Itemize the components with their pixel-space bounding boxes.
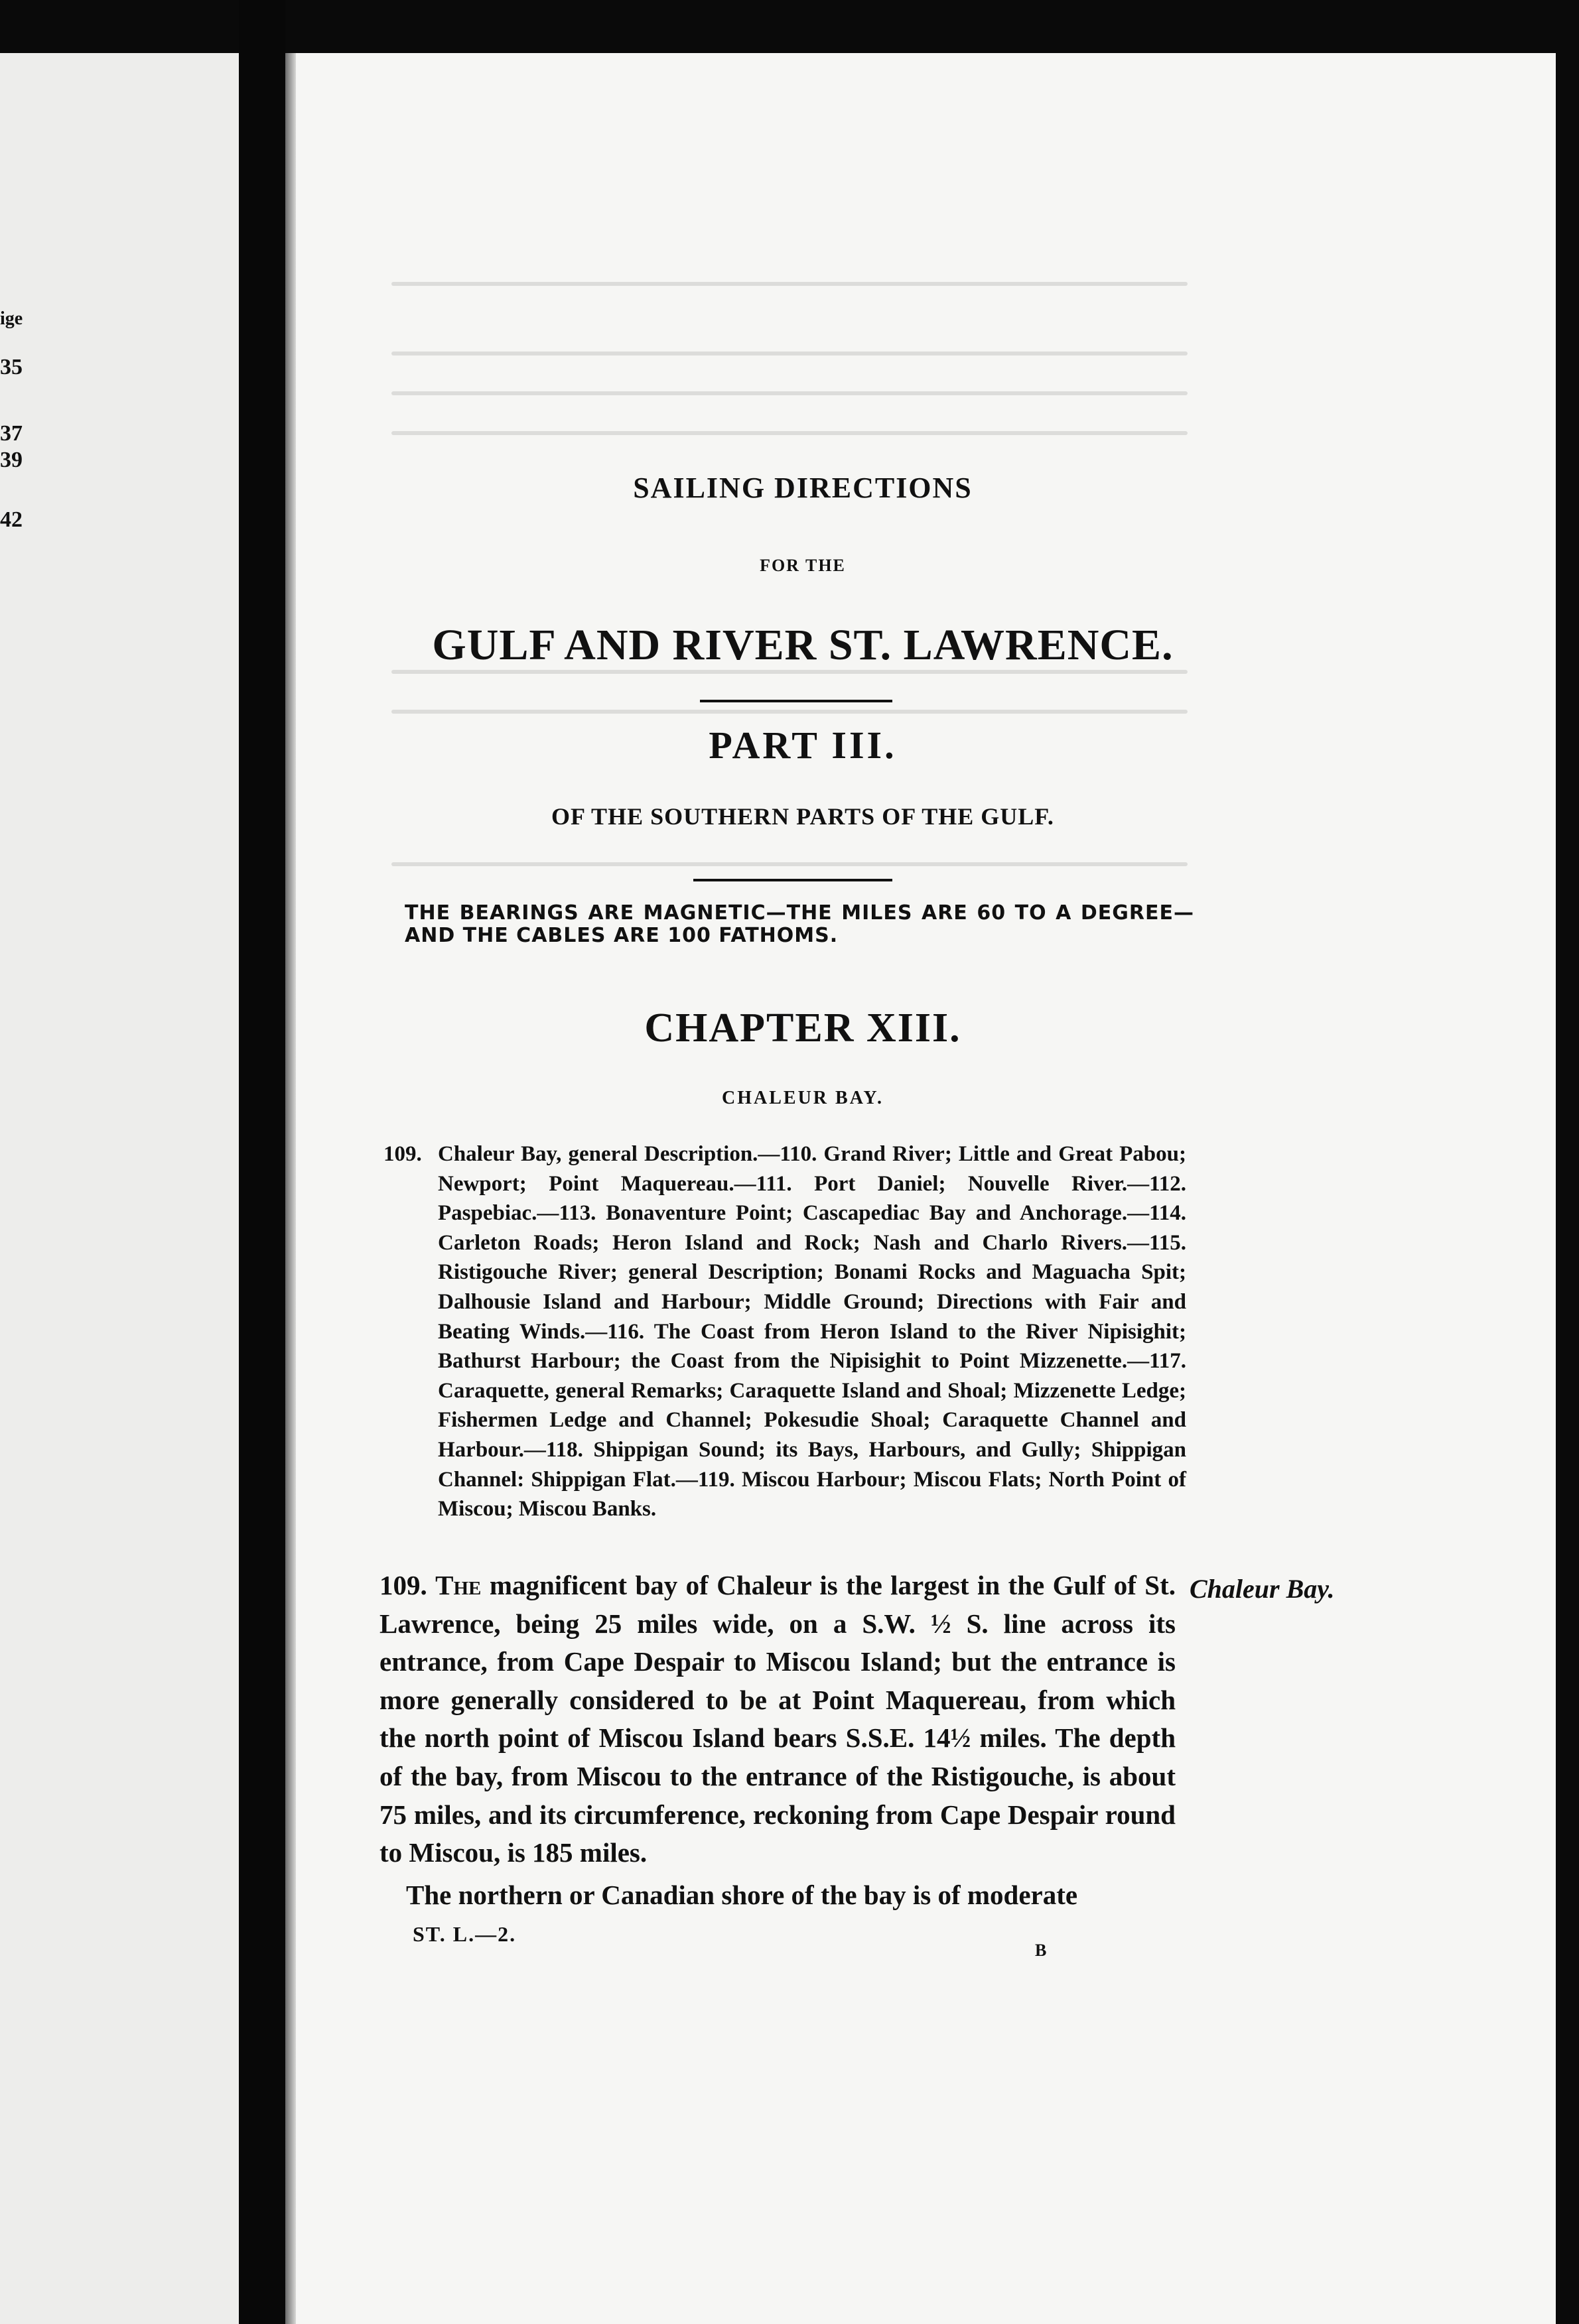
part-heading: PART III. [709, 724, 897, 767]
paragraph-text: The northern or Canadian shore of the bay is of moderate [406, 1879, 1078, 1910]
bleed-through-line [391, 391, 1188, 395]
contents-number: 109. [383, 1142, 422, 1166]
page-gutter [239, 0, 285, 2324]
page-title: GULF AND RIVER ST. LAWRENCE. [432, 621, 1174, 669]
bleed-through-line [391, 862, 1188, 866]
divider-rule [700, 700, 892, 702]
paragraph-text: magnificent bay of Chaleur is the largest in the Gulf of St. Lawrence, being 25 miles wide, on a S.W. ½ S. line across its entrance, from Cape Despair to Miscou Island; but the entrance is more generally considered to be at Point Maquereau, from which the north point of Miscou Island bears S.S.E. 14½ miles. The depth of the bay, from Miscou to the entrance of the Ristigouche, is about 75 miles, and its circumference, reckoning from Cape Despair round to Miscou, is 185 miles. [379, 1570, 1176, 1868]
chapter-contents-text: Chaleur Bay, general Description.—110. Grand River; Little and Great Pabou; Newport; Point Maquereau.—111. Port Daniel; Nouvelle River.—112. Paspebiac.—113. Bonaventure Point; Cascapediac Bay and Anchorage.—114. Carleton Roads; Heron Island and Rock; Nash and Charlo Rivers.—115. Ristigouche River; general Description; Bonami Rocks and Maguacha Spit; Dalhousie Island and Harbour; Middle Ground; Directions with Fair and Beating Winds.—116. The Coast from Heron Island to the River Nipisighit; Bathurst Harbour; the Coast from the Nipisighit to Point Mizzenette.—117. Caraquette, general Remarks; Caraquette Island and Shoal; Mizzenette Ledge; Fishermen Ledge and Channel; Pokesudie Shoal; Caraquette Channel and Harbour.—118. Shippigan Sound; its Bays, Harbours, and Gully; Shippigan Channel: Shippigan Flat.—119. Miscou Harbour; Miscou Flats; North Point of Miscou; Miscou Banks. [438, 1142, 1186, 1521]
chapter-contents [438, 1139, 1186, 1524]
left-page-fragment: 39 [0, 448, 23, 472]
gutter-shadow [285, 53, 296, 2324]
title-for-the: FOR THE [760, 556, 846, 575]
left-page-fragment: 35 [0, 355, 23, 379]
part-subtitle: OF THE SOUTHERN PARTS OF THE GULF. [551, 803, 1054, 830]
bleed-through-line [391, 431, 1188, 435]
scan-frame-right [1556, 0, 1579, 2324]
gathering-mark: B [1035, 1941, 1047, 1960]
paragraph-continued [379, 1876, 1176, 1915]
paragraph-lead: The [435, 1570, 482, 1600]
signature-mark: ST. L.—2. [413, 1922, 517, 1946]
chapter-subtitle: CHALEUR BAY. [722, 1088, 884, 1108]
left-page-fragment: 37 [0, 421, 23, 446]
paragraph-109 [379, 1567, 1176, 1872]
paragraph-number: 109. [379, 1570, 427, 1600]
left-page-edge [0, 53, 239, 2324]
body-text [379, 1567, 1176, 1914]
scan-frame-top [0, 0, 1579, 53]
divider-rule [693, 879, 892, 881]
left-page-fragment: ige [0, 308, 23, 329]
left-page-fragment: 42 [0, 507, 23, 532]
title-sailing-directions: SAILING DIRECTIONS [633, 472, 973, 504]
bleed-through-line [391, 352, 1188, 355]
margin-note: Chaleur Bay. [1190, 1574, 1335, 1604]
bleed-through-line [391, 282, 1188, 286]
chapter-heading: CHAPTER XIII. [644, 1005, 961, 1051]
bearings-note: THE BEARINGS ARE MAGNETIC—THE MILES ARE 60 TO A DEGREE—AND THE CABLES ARE 100 FATHOMS. [405, 901, 1194, 947]
bleed-through-line [391, 710, 1188, 714]
